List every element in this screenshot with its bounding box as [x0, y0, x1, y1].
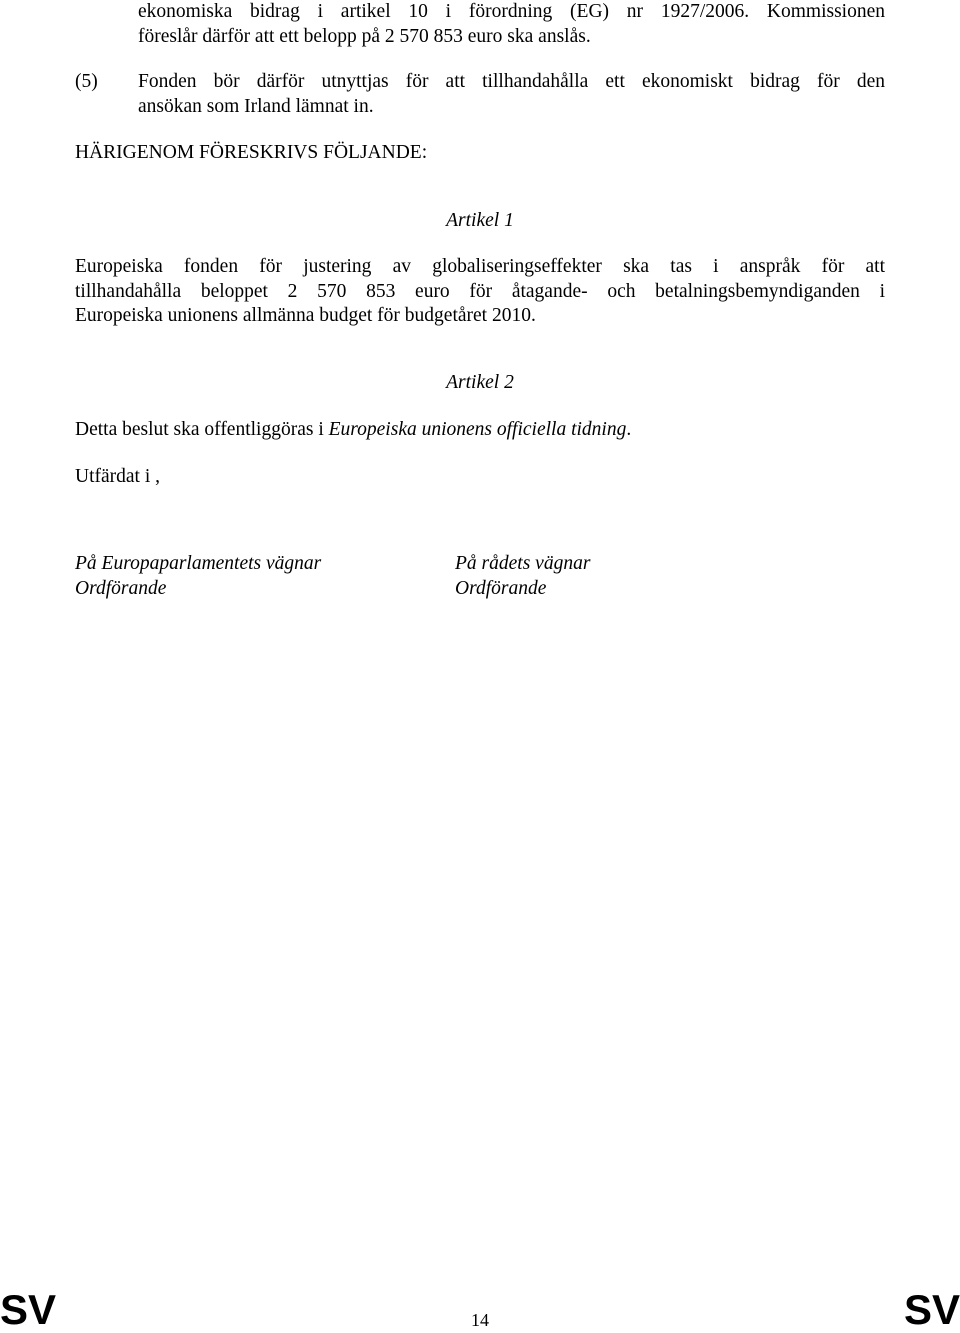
- recital-4-line-2: föreslår därför att ett belopp på 2 570 853 euro ska anslås.: [138, 25, 591, 47]
- signature-parliament-line-1: På Europaparlamentets vägnar: [75, 553, 322, 574]
- signature-council-line-1: På rådets vägnar: [455, 553, 591, 574]
- footer-language-right: SV: [903, 1286, 960, 1333]
- page-number: 14: [471, 1310, 489, 1330]
- recital-4-line-1: ekonomiska bidrag i artikel 10 i förordning (EG) nr 1927/2006. Kommissionen: [138, 1, 885, 22]
- issued-place-date: Utfärdat i ,: [75, 466, 161, 487]
- enacting-formula: HÄRIGENOM FÖRESKRIVS FÖLJANDE:: [75, 142, 428, 163]
- article-1-body: [75, 255, 885, 329]
- recital-5-line-2: ansökan som Irland lämnat in.: [138, 95, 374, 117]
- article-2-heading: Artikel 2: [446, 372, 514, 393]
- article-2-text-suffix: .: [626, 419, 632, 440]
- article-1-line-2: tillhandahålla beloppet 2 570 853 euro för åtagande- och betalningsbemyndiganden i: [75, 280, 885, 302]
- signature-parliament-line-2: Ordförande: [75, 578, 167, 599]
- signature-council-line-2: Ordförande: [455, 578, 547, 599]
- article-2-body: [75, 418, 631, 442]
- article-1-heading: Artikel 1: [446, 210, 514, 231]
- footer-language-left: SV: [0, 1286, 57, 1333]
- recital-4-continuation: [138, 0, 885, 49]
- recital-5: [138, 70, 885, 119]
- article-1-line-1: Europeiska fonden för justering av globaliseringseffekter ska tas i anspråk för att: [75, 256, 885, 277]
- journal-title: Europeiska unionens officiella tidning: [328, 419, 627, 440]
- recital-5-line-1: Fonden bör därför utnyttjas för att tillhandahålla ett ekonomiskt bidrag för den: [138, 71, 885, 92]
- recital-5-number: (5): [75, 71, 98, 92]
- article-2-text-prefix: Detta beslut ska offentliggöras i: [75, 419, 329, 440]
- article-1-line-3: Europeiska unionens allmänna budget för budgetåret 2010.: [75, 305, 536, 326]
